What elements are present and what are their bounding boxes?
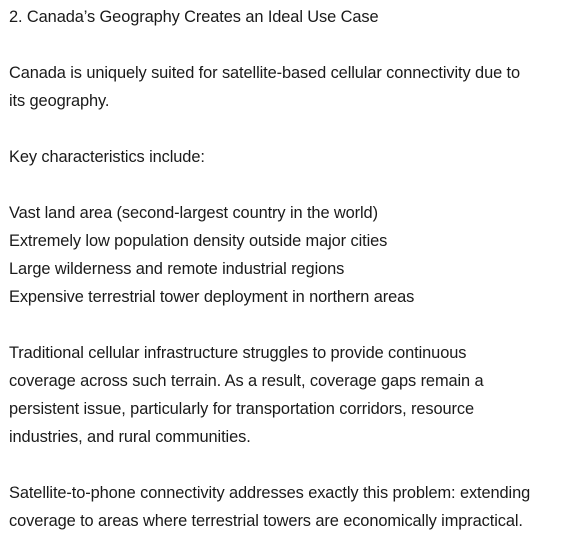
paragraph-line: Traditional cellular infrastructure struggles to provide continuous bbox=[9, 344, 467, 362]
paragraph-line: persistent issue, particularly for transportation corridors, resource bbox=[9, 400, 474, 418]
paragraph-line: coverage to areas where terrestrial towers are economically impractical. bbox=[9, 512, 523, 530]
paragraph-line: coverage across such terrain. As a result, coverage gaps remain a bbox=[9, 372, 484, 390]
characteristics-list bbox=[9, 199, 563, 311]
paragraph-line: industries, and rural communities. bbox=[9, 428, 251, 446]
spacer bbox=[9, 451, 563, 479]
intro-paragraph bbox=[9, 59, 563, 115]
spacer bbox=[9, 31, 563, 59]
list-item: Vast land area (second-largest country in the world) bbox=[9, 204, 378, 222]
infrastructure-paragraph bbox=[9, 339, 563, 451]
section-heading: 2. Canada’s Geography Creates an Ideal Use Case bbox=[9, 8, 379, 26]
spacer bbox=[9, 311, 563, 339]
spacer bbox=[9, 171, 563, 199]
list-item: Extremely low population density outside major cities bbox=[9, 232, 388, 250]
paragraph-line: Satellite-to-phone connectivity addresses exactly this problem: extending bbox=[9, 484, 531, 502]
key-characteristics-label: Key characteristics include: bbox=[9, 148, 205, 166]
intro-line-1: Canada is uniquely suited for satellite-based cellular connectivity due to bbox=[9, 64, 521, 82]
list-item: Expensive terrestrial tower deployment in northern areas bbox=[9, 288, 415, 306]
intro-line-2: its geography. bbox=[9, 92, 110, 110]
list-item: Large wilderness and remote industrial regions bbox=[9, 260, 345, 278]
spacer bbox=[9, 115, 563, 143]
satellite-paragraph bbox=[9, 479, 563, 535]
